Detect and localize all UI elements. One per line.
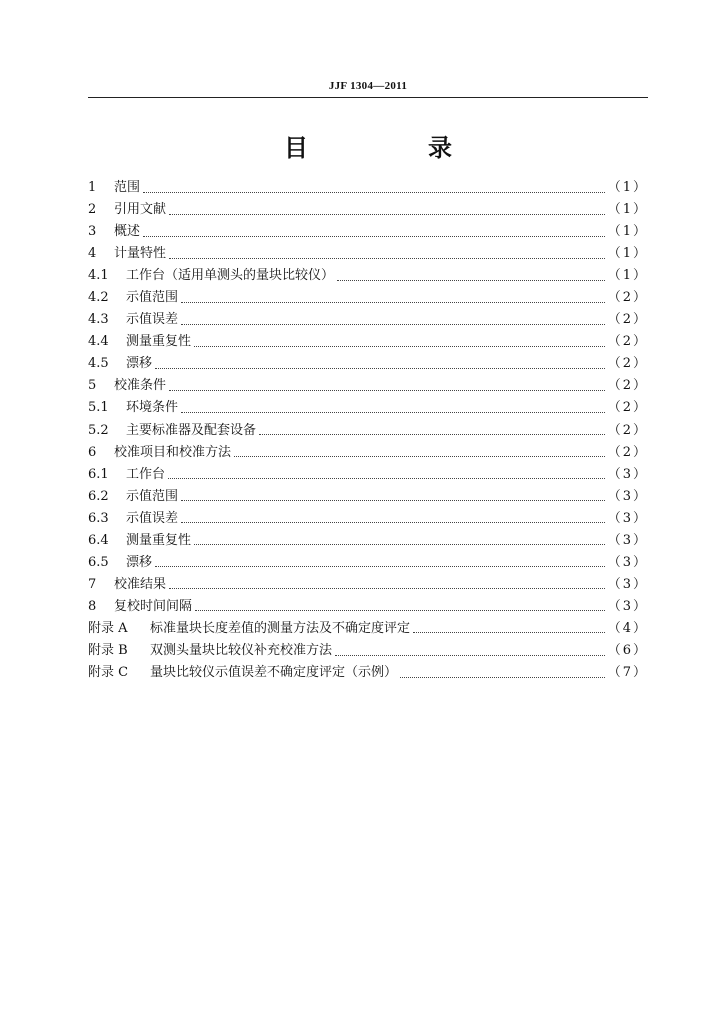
toc-entry-page: （6）: [607, 642, 648, 658]
toc-entry-page: （3）: [607, 598, 648, 614]
dot-leader: [413, 624, 605, 633]
toc-entry-number: 5.1: [88, 400, 109, 416]
toc-entry[interactable]: [88, 199, 648, 221]
toc-entry-label: 主要标准器及配套设备: [126, 422, 257, 438]
toc-entry[interactable]: [88, 552, 648, 574]
dot-leader: [169, 382, 605, 391]
dot-leader: [181, 492, 605, 501]
toc-entry-label: 校准结果: [114, 576, 167, 592]
toc-entry-number: 7: [88, 576, 97, 592]
toc-entry-number: 6.4: [88, 532, 109, 548]
toc-entry-number: 6.1: [88, 466, 109, 482]
toc-entry-page: （2）: [607, 378, 648, 394]
toc-entry-label: 计量特性: [114, 246, 167, 262]
toc-entry[interactable]: [88, 662, 648, 684]
toc-entry-label: 双测头量块比较仪补充校准方法: [150, 642, 333, 658]
toc-entry-number: 5.2: [88, 422, 109, 438]
toc-entry[interactable]: [88, 243, 648, 265]
toc-entry-page: （1）: [607, 246, 648, 262]
dot-leader: [400, 669, 605, 678]
toc-entry-label: 环境条件: [126, 400, 179, 416]
toc-entry-label: 概述: [114, 224, 141, 240]
toc-entry[interactable]: [88, 265, 648, 287]
table-of-contents: [88, 177, 648, 684]
toc-entry-page: （3）: [607, 510, 648, 526]
dot-leader: [169, 206, 605, 215]
toc-entry[interactable]: [88, 574, 648, 596]
toc-entry-page: （3）: [607, 554, 648, 570]
toc-entry-page: （1）: [607, 202, 648, 218]
toc-entry-number: 1: [88, 180, 97, 195]
toc-entry-number: 5: [88, 378, 97, 394]
toc-entry-page: （2）: [607, 356, 648, 372]
toc-entry-number: 4.4: [88, 334, 109, 350]
dot-leader: [259, 426, 605, 435]
toc-entry-number: 6.2: [88, 488, 109, 504]
toc-entry[interactable]: [88, 420, 648, 442]
dot-leader: [143, 184, 605, 193]
toc-entry-page: （2）: [607, 334, 648, 350]
toc-entry[interactable]: [88, 397, 648, 419]
toc-entry-number: 6.3: [88, 510, 109, 526]
toc-entry[interactable]: [88, 530, 648, 552]
dot-leader: [155, 558, 605, 567]
toc-entry-label: 工作台（适用单测头的量块比较仪）: [126, 268, 335, 284]
standard-code-header: JJF 1304—2011: [328, 80, 408, 92]
toc-entry-number: 4.1: [88, 268, 109, 284]
toc-entry-label: 测量重复性: [126, 334, 192, 350]
toc-entry-number: 4.5: [88, 356, 109, 372]
toc-entry-label: 范围: [114, 180, 141, 195]
toc-entry-label: 校准项目和校准方法: [114, 444, 232, 460]
dot-leader: [195, 602, 605, 611]
toc-entry-label: 示值范围: [126, 488, 179, 504]
toc-entry-number: 4: [88, 246, 97, 262]
toc-entry-label: 示值误差: [126, 510, 179, 526]
toc-entry-page: （3）: [607, 488, 648, 504]
toc-entry[interactable]: [88, 442, 648, 464]
toc-entry-label: 漂移: [126, 356, 153, 372]
toc-entry-number: 附录 B: [88, 642, 128, 658]
toc-entry-label: 量块比较仪示值误差不确定度评定（示例）: [150, 665, 398, 681]
toc-entry-page: （2）: [607, 444, 648, 460]
dot-leader: [181, 514, 605, 523]
header-rule: [88, 97, 648, 98]
dot-leader: [155, 360, 605, 369]
toc-entry-label: 示值误差: [126, 312, 179, 328]
toc-entry-page: （3）: [607, 532, 648, 548]
dot-leader: [337, 272, 605, 281]
toc-entry-page: （2）: [607, 312, 648, 328]
toc-entry-page: （1）: [607, 224, 648, 240]
toc-entry[interactable]: [88, 353, 648, 375]
toc-entry-number: 2: [88, 202, 97, 218]
toc-entry[interactable]: [88, 331, 648, 353]
toc-entry[interactable]: [88, 596, 648, 618]
toc-entry[interactable]: [88, 464, 648, 486]
dot-leader: [181, 294, 605, 303]
toc-entry-page: （7）: [607, 665, 648, 681]
dot-leader: [194, 338, 605, 347]
toc-entry[interactable]: [88, 640, 648, 662]
toc-entry-page: （2）: [607, 290, 648, 306]
toc-entry-label: 引用文献: [114, 202, 167, 218]
toc-entry-label: 漂移: [126, 554, 153, 570]
toc-entry-number: 8: [88, 598, 97, 614]
toc-entry-number: 6.5: [88, 554, 109, 570]
toc-entry-page: （3）: [607, 576, 648, 592]
toc-entry[interactable]: [88, 287, 648, 309]
toc-entry[interactable]: [88, 375, 648, 397]
toc-entry-number: 4.3: [88, 312, 109, 328]
toc-entry-label: 校准条件: [114, 378, 167, 394]
toc-entry-number: 4.2: [88, 290, 109, 306]
toc-entry-label: 复校时间间隔: [114, 598, 193, 614]
toc-entry-page: （2）: [607, 400, 648, 416]
dot-leader: [143, 228, 605, 237]
toc-entry[interactable]: [88, 221, 648, 243]
page-title: 目 录: [284, 134, 500, 162]
toc-entry-number: 附录 C: [88, 665, 129, 681]
dot-leader: [181, 316, 605, 325]
toc-entry-label: 示值范围: [126, 290, 179, 306]
toc-entry-number: 附录 A: [88, 620, 128, 636]
toc-entry-number: 3: [88, 224, 97, 240]
toc-entry[interactable]: [88, 486, 648, 508]
toc-entry[interactable]: [88, 309, 648, 331]
toc-entry-page: （1）: [607, 180, 648, 195]
toc-entry-page: （2）: [607, 422, 648, 438]
dot-leader: [335, 647, 605, 656]
toc-entry-page: （4）: [607, 620, 648, 636]
dot-leader: [168, 470, 605, 479]
toc-entry[interactable]: [88, 618, 648, 640]
toc-entry-label: 标准量块长度差值的测量方法及不确定度评定: [150, 620, 411, 636]
toc-entry-page: （3）: [607, 466, 648, 482]
dot-leader: [169, 250, 605, 259]
toc-entry[interactable]: [88, 177, 648, 199]
dot-leader: [181, 404, 605, 413]
dot-leader: [234, 448, 605, 457]
toc-entry-label: 工作台: [126, 466, 166, 482]
toc-entry-page: （1）: [607, 268, 648, 284]
dot-leader: [169, 580, 605, 589]
toc-entry-number: 6: [88, 444, 97, 460]
toc-entry-label: 测量重复性: [126, 532, 192, 548]
dot-leader: [194, 536, 605, 545]
toc-entry[interactable]: [88, 508, 648, 530]
